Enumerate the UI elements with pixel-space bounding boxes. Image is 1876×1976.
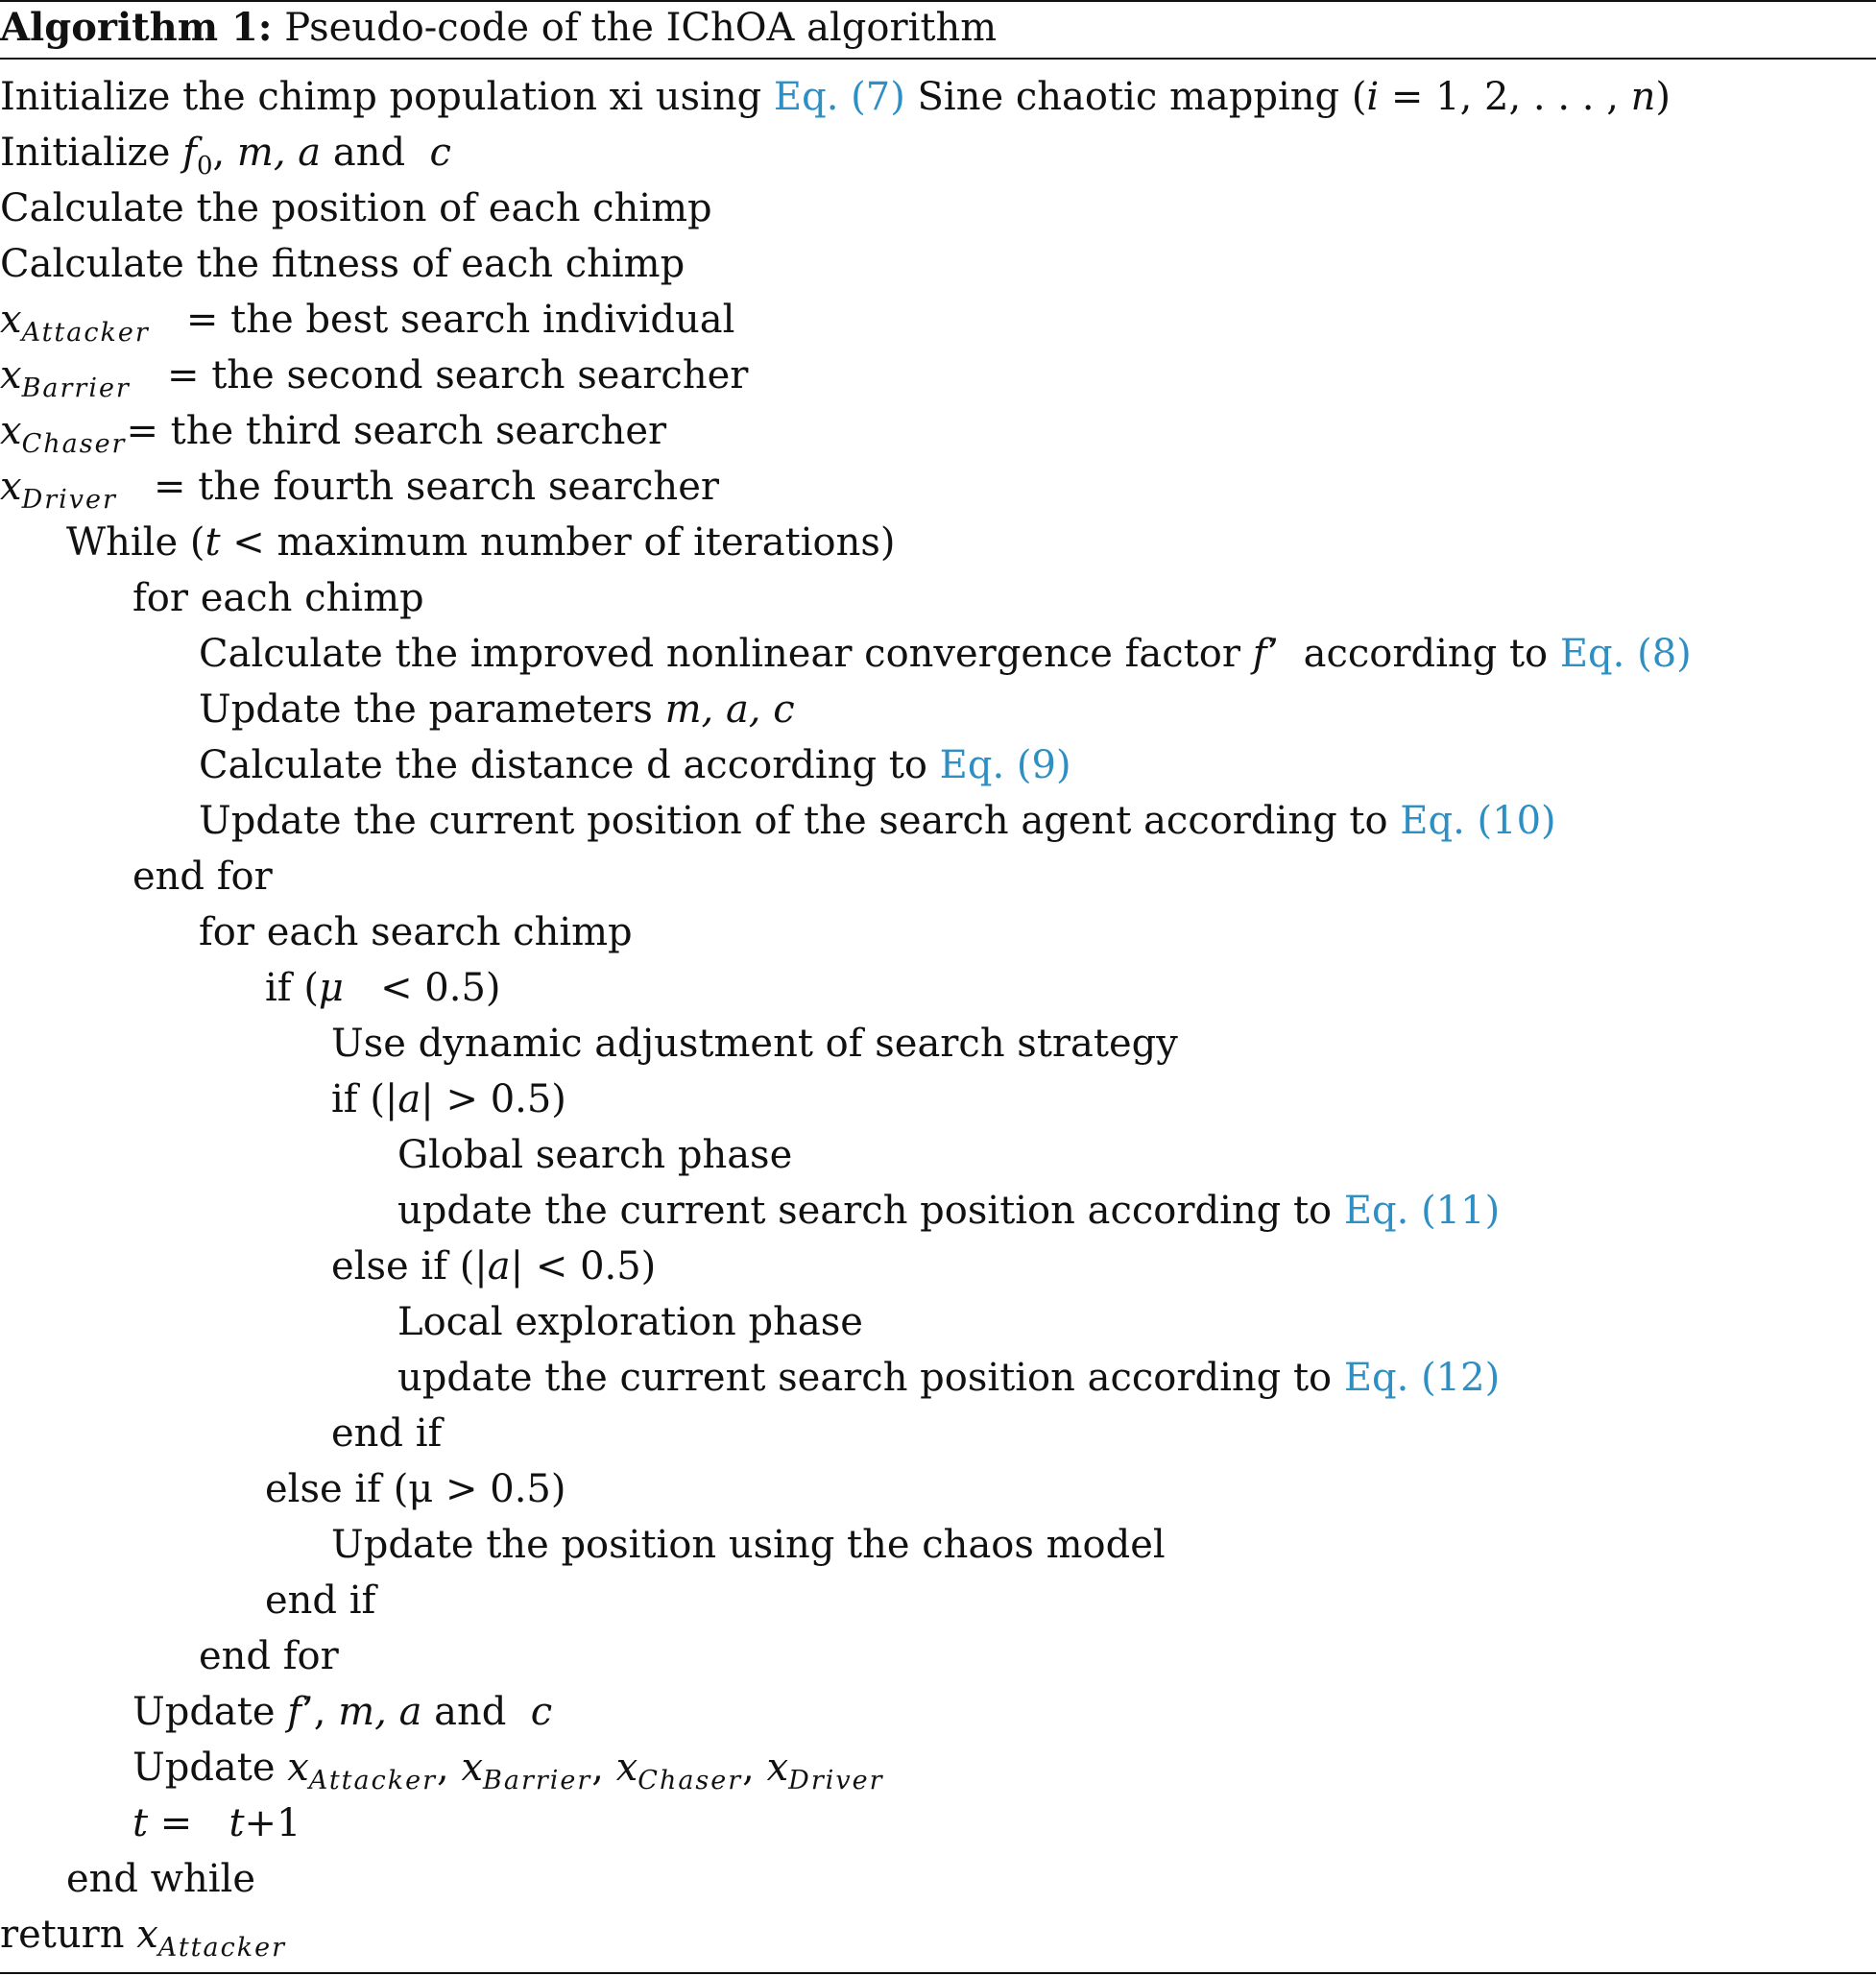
code-text: and bbox=[321, 131, 430, 175]
subscript: Driver bbox=[788, 1766, 884, 1795]
code-text: Calculate the position of each chimp bbox=[0, 186, 712, 230]
code-text: update the current search position according to bbox=[397, 1356, 1344, 1400]
code-line bbox=[0, 459, 719, 515]
code-text: Global search phase bbox=[397, 1133, 793, 1177]
code-text: Use dynamic adjustment of search strategy bbox=[331, 1022, 1178, 1066]
math-variable: x bbox=[766, 1746, 789, 1790]
code-line bbox=[397, 1183, 1500, 1239]
equation-link[interactable]: Eq. (9) bbox=[939, 743, 1071, 787]
math-variable: a bbox=[397, 1077, 421, 1121]
code-text: and bbox=[421, 1690, 531, 1734]
code-line bbox=[199, 682, 795, 737]
code-line bbox=[199, 626, 1692, 682]
code-text: for each search chimp bbox=[199, 910, 633, 954]
math-variable: f bbox=[287, 1690, 302, 1734]
math-variable: m, a, c bbox=[664, 687, 795, 732]
code-line bbox=[0, 236, 685, 292]
code-line bbox=[0, 69, 1671, 125]
code-text: < 0.5) bbox=[343, 966, 501, 1010]
header-rule bbox=[0, 58, 1876, 60]
code-text: end for bbox=[199, 1634, 339, 1678]
code-line bbox=[0, 292, 734, 348]
code-text: +1 bbox=[244, 1801, 301, 1845]
math-variable: m, a bbox=[236, 131, 322, 175]
subscript: Chaser bbox=[21, 429, 127, 459]
subscript: Barrier bbox=[21, 374, 131, 403]
code-line bbox=[199, 793, 1556, 849]
code-text: Calculate the improved nonlinear convergence factor bbox=[199, 632, 1253, 676]
code-text: else if (| bbox=[331, 1244, 488, 1289]
code-text: = the best search individual bbox=[149, 298, 735, 342]
math-variable: μ bbox=[318, 966, 344, 1010]
code-line bbox=[132, 1684, 552, 1740]
subscript: Driver bbox=[21, 485, 117, 515]
code-line bbox=[66, 1851, 255, 1907]
code-line bbox=[0, 181, 712, 236]
math-variable: f bbox=[1252, 632, 1267, 676]
code-text: Calculate the distance d according to bbox=[199, 743, 940, 787]
code-text: Update bbox=[132, 1690, 288, 1734]
math-variable: x bbox=[136, 1913, 158, 1957]
math-variable: i bbox=[1366, 75, 1380, 119]
code-line bbox=[132, 849, 273, 904]
code-text: ’, bbox=[301, 1690, 339, 1734]
code-text: | > 0.5) bbox=[421, 1077, 566, 1121]
code-text: if ( bbox=[265, 966, 319, 1010]
code-line bbox=[265, 1461, 565, 1517]
code-line bbox=[0, 125, 451, 181]
equation-link[interactable]: Eq. (7) bbox=[773, 75, 905, 119]
code-text: Sine chaotic mapping ( bbox=[904, 75, 1367, 119]
code-text: Initialize the chimp population xi using bbox=[0, 75, 774, 119]
code-line bbox=[397, 1294, 863, 1350]
code-text: = the third search searcher bbox=[126, 409, 667, 453]
code-text: end for bbox=[132, 855, 273, 899]
equation-link[interactable]: Eq. (8) bbox=[1559, 632, 1692, 676]
subscript: Attacker bbox=[21, 318, 150, 348]
code-text: end if bbox=[331, 1411, 443, 1456]
math-variable: x bbox=[0, 409, 22, 453]
code-line bbox=[66, 515, 895, 570]
subscript: Attacker bbox=[157, 1933, 286, 1963]
code-text: Initialize bbox=[0, 131, 183, 175]
code-line bbox=[265, 960, 501, 1016]
code-line bbox=[331, 1517, 1166, 1573]
code-text: else if (μ > 0.5) bbox=[265, 1467, 566, 1511]
code-text: | < 0.5) bbox=[510, 1244, 657, 1289]
equation-link[interactable]: Eq. (11) bbox=[1343, 1189, 1501, 1233]
code-line bbox=[397, 1127, 792, 1183]
code-line bbox=[199, 904, 633, 960]
math-variable: c bbox=[429, 131, 451, 175]
math-variable: t bbox=[228, 1801, 245, 1845]
math-variable: x bbox=[461, 1746, 483, 1790]
bottom-rule bbox=[0, 1972, 1876, 1974]
code-text: Update the position using the chaos model bbox=[331, 1523, 1166, 1567]
code-line bbox=[0, 348, 748, 403]
code-line bbox=[132, 1740, 884, 1795]
math-variable: x bbox=[0, 465, 22, 509]
algorithm-title: Pseudo-code of the IChOA algorithm bbox=[284, 6, 998, 50]
math-variable: x bbox=[615, 1746, 638, 1790]
code-text: Update the parameters bbox=[199, 687, 665, 732]
code-text: = bbox=[148, 1801, 229, 1845]
subscript: 0 bbox=[196, 152, 213, 181]
code-text: = 1, 2, . . . , bbox=[1379, 75, 1631, 119]
code-text: update the current search position according to bbox=[397, 1189, 1344, 1233]
code-text: ) bbox=[1655, 75, 1672, 119]
code-text: ’ according to bbox=[1266, 632, 1560, 676]
code-line bbox=[0, 403, 666, 459]
code-text: , bbox=[742, 1746, 767, 1790]
code-text: , bbox=[591, 1746, 616, 1790]
code-line bbox=[265, 1573, 375, 1628]
code-line bbox=[331, 1072, 566, 1127]
math-variable: x bbox=[0, 353, 22, 398]
equation-link[interactable]: Eq. (10) bbox=[1400, 799, 1556, 843]
code-text: < maximum number of iterations) bbox=[220, 520, 896, 565]
code-text: Local exploration phase bbox=[397, 1300, 863, 1344]
code-text: if (| bbox=[331, 1077, 398, 1121]
code-text: , bbox=[437, 1746, 462, 1790]
subscript: Attacker bbox=[308, 1766, 437, 1795]
code-line bbox=[199, 1628, 339, 1684]
math-variable: m, a bbox=[338, 1690, 422, 1734]
subscript: Chaser bbox=[637, 1766, 743, 1795]
subscript: Barrier bbox=[483, 1766, 592, 1795]
algorithm-caption bbox=[0, 0, 997, 56]
math-variable: c bbox=[530, 1690, 553, 1734]
code-line bbox=[132, 570, 424, 626]
math-variable: t bbox=[204, 520, 221, 565]
code-text: , bbox=[212, 131, 237, 175]
code-text: Update the current position of the search agent according to bbox=[199, 799, 1401, 843]
code-text: for each chimp bbox=[132, 576, 424, 620]
code-line bbox=[331, 1239, 656, 1294]
math-variable: a bbox=[487, 1244, 511, 1289]
code-text: = the second search searcher bbox=[130, 353, 749, 398]
code-line bbox=[397, 1350, 1500, 1406]
code-text: return bbox=[0, 1913, 137, 1957]
equation-link[interactable]: Eq. (12) bbox=[1343, 1356, 1501, 1400]
math-variable: x bbox=[0, 298, 22, 342]
math-variable: t bbox=[132, 1801, 149, 1845]
code-line bbox=[331, 1406, 442, 1461]
code-line bbox=[132, 1795, 301, 1851]
math-variable: f bbox=[182, 131, 197, 175]
code-text: Update bbox=[132, 1746, 288, 1790]
code-text: Calculate the fitness of each chimp bbox=[0, 242, 685, 286]
code-text: While ( bbox=[66, 520, 205, 565]
code-line bbox=[199, 737, 1071, 793]
code-text: = the fourth search searcher bbox=[116, 465, 719, 509]
code-line bbox=[0, 1907, 286, 1963]
code-text: end while bbox=[66, 1857, 256, 1901]
code-line bbox=[331, 1016, 1178, 1072]
algorithm-label: Algorithm 1: bbox=[0, 5, 273, 50]
math-variable: x bbox=[287, 1746, 309, 1790]
code-text: end if bbox=[265, 1578, 376, 1623]
math-variable: n bbox=[1630, 75, 1656, 119]
